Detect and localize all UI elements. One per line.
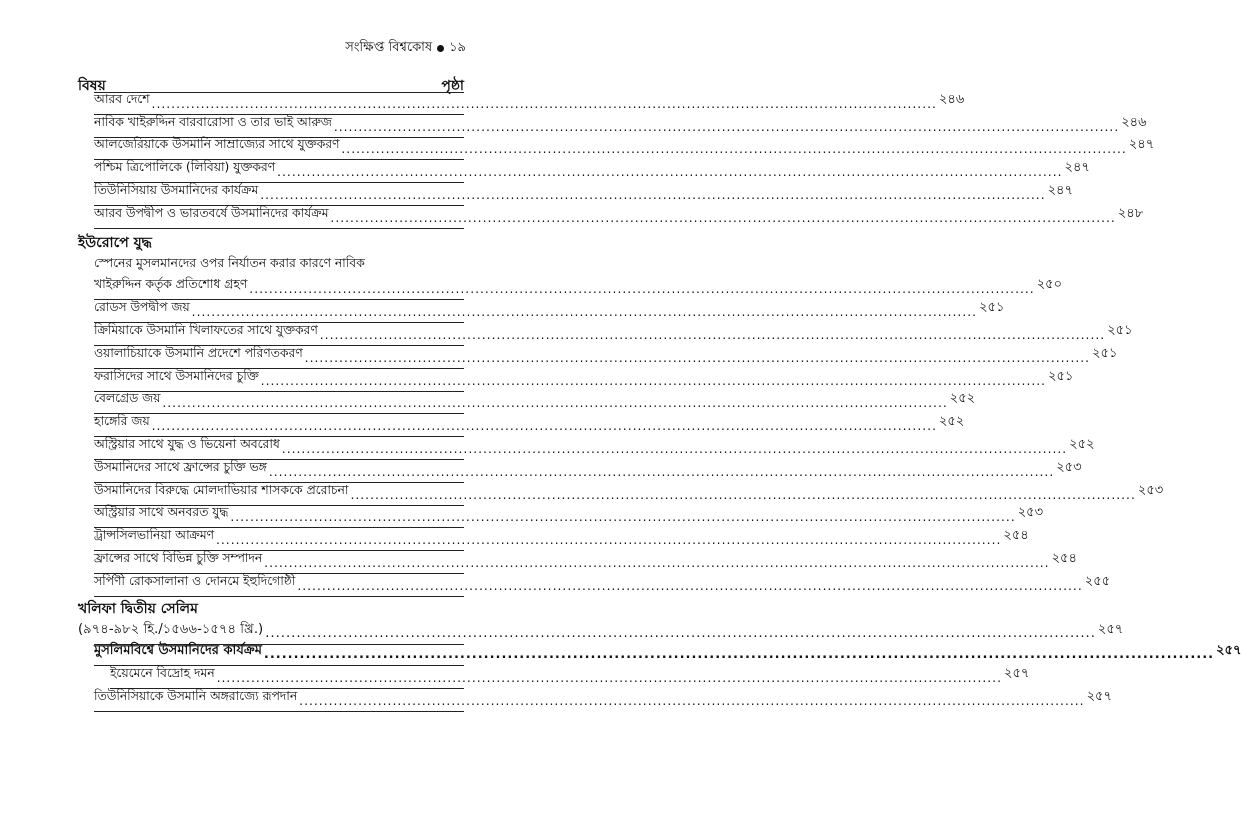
- section-heading: খলিফা দ্বিতীয় সেলিম: [78, 600, 198, 617]
- toc-entry-title: বেলগ্রেড জয়: [94, 391, 161, 406]
- toc-entry-title: নাবিক খাইরুদ্দিন বারবারোসা ও তার ভাই আরুজ: [94, 114, 332, 129]
- toc-entry-page: ২৫৭: [1216, 643, 1241, 659]
- toc-entry: [94, 459, 1082, 483]
- toc-entry-subsection: [94, 643, 1241, 667]
- toc-entry: [94, 505, 1044, 529]
- leader-dots: [162, 396, 947, 410]
- toc-entry-page: ২৪৮: [1117, 205, 1144, 221]
- toc-entry-title: আরব দেশে: [94, 91, 150, 106]
- toc-entry-page: ২৫৪: [1003, 528, 1029, 544]
- toc-entry-title: সর্পিণী রোকসালানা ও দোনমে ইহুদিগোষ্ঠী: [94, 573, 296, 588]
- toc-entry-title: পশ্চিম ত্রিপোলিকে (লিবিয়া) যুক্তকরণ: [94, 160, 276, 175]
- leader-dots: [299, 694, 1084, 708]
- toc-entry-page: ২৫৩: [1056, 459, 1082, 475]
- toc-entry-title: উসমানিদের সাথে ফ্রান্সের চুক্তি ভঙ্গ: [94, 459, 267, 474]
- leader-dots: [282, 442, 1067, 456]
- section-heading: ইউরোপে যুদ্ধ: [78, 234, 152, 251]
- running-head-title: সংক্ষিপ্ত বিশ্বকোষ: [345, 40, 433, 55]
- toc-entry: [94, 482, 1164, 506]
- toc-entry-page: ২৫০: [1036, 277, 1063, 293]
- running-head: [345, 38, 466, 59]
- toc-entry-page: ২৫৪: [1051, 550, 1077, 566]
- toc-entry-title: তিউনিসিয়ায় উসমানিদের কার্যক্রম: [94, 182, 259, 197]
- toc-entry-title: ফ্রান্সের সাথে বিভিন্ন চুক্তি সম্পাদন: [94, 550, 263, 565]
- toc-entry: [94, 322, 1133, 346]
- toc-entry-title: অস্ট্রিয়ার সাথে যুদ্ধ ও ভিয়েনা অবরোধ: [94, 436, 280, 451]
- toc-entry-title: (৯৭৪-৯৮২ হি./১৫৬৬-১৫৭৪ খ্রি.): [78, 621, 264, 637]
- toc-entry-title: ক্রিমিয়াকে উসমানি খিলাফতের সাথে যুক্তকরণ: [94, 322, 318, 337]
- toc-entry-title: উসমানিদের বিরুদ্ধে মোলদাভিয়ার শাসককে প্ররোচনা: [94, 482, 349, 497]
- leader-dots: [264, 647, 1214, 662]
- toc-entry-title: ট্রান্সসিলভানিয়া আক্রমণ: [94, 528, 214, 543]
- toc-entry: [78, 621, 1124, 644]
- column-heading-page: পৃষ্ঠা: [441, 78, 464, 94]
- toc-entry-page: ২৫৫: [1084, 573, 1111, 589]
- toc-entry-title: রোডস উপদ্বীপ জয়: [94, 300, 190, 315]
- toc-entry-title: ওয়ালাচিয়াকে উসমানি প্রদেশে পরিণতকরণ: [94, 345, 303, 360]
- toc-entry: [94, 528, 1029, 551]
- table-of-contents: [78, 91, 1241, 712]
- toc-entry: [94, 114, 1147, 138]
- toc-entry: [94, 205, 1144, 229]
- toc-entry-page: ২৪৭: [1064, 160, 1090, 176]
- toc-entry-page: ২৪৭: [1128, 137, 1155, 153]
- leader-dots: [305, 351, 1090, 365]
- toc-entry-title: তিউনিসিয়াকে উসমানি অঙ্গরাজ্যে রূপদান: [94, 688, 298, 703]
- toc-entry-page: ২৪৬: [938, 91, 965, 107]
- toc-entry-page: ২৫৭: [1086, 688, 1112, 704]
- toc-entry-page: ২৫৩: [1017, 505, 1044, 521]
- toc-entry: [94, 137, 1155, 161]
- toc-entry-page: ২৫১: [1048, 368, 1074, 384]
- leader-dots: [260, 188, 1045, 202]
- toc-entry-page: ২৫১: [979, 300, 1005, 316]
- toc-entry-page: ২৫১: [1107, 322, 1133, 338]
- leader-dots: [265, 626, 1096, 641]
- toc-entry-page: ২৫৭: [1004, 666, 1030, 682]
- bullet-dot-icon: [437, 45, 444, 52]
- leader-dots: [264, 556, 1049, 570]
- leader-dots: [152, 97, 937, 111]
- leader-dots: [269, 465, 1054, 479]
- toc-entry-page: ২৫২: [949, 391, 976, 407]
- toc-entry: [94, 391, 976, 415]
- toc-entry-page: ২৫৩: [1137, 482, 1164, 498]
- leader-dots: [192, 305, 977, 319]
- toc-entry-page: ২৫২: [938, 414, 965, 430]
- toc-entry: [94, 345, 1118, 369]
- page-number: ১৯: [449, 40, 466, 55]
- leader-dots: [341, 142, 1126, 156]
- toc-entry-title: খাইরুদ্দিন কর্তৃক প্রতিশোধ গ্রহণ: [94, 277, 248, 292]
- toc-entry-page: ২৫২: [1069, 436, 1095, 452]
- toc-entry-title: মুসলিমবিশ্বে উসমানিদের কার্যক্রম: [94, 643, 262, 659]
- toc-entry: [94, 436, 1095, 460]
- toc-entry-page: ২৫১: [1092, 345, 1118, 361]
- toc-entry-page: ২৪৬: [1121, 114, 1147, 130]
- toc-entry-title: অস্ট্রিয়ার সাথে অনবরত যুদ্ধ: [94, 505, 229, 520]
- leader-dots: [350, 488, 1135, 502]
- toc-entry-title: আরব উপদ্বীপ ও ভারতবর্ষে উসমানিদের কার্যক্রম: [94, 205, 329, 220]
- toc-entry-page: ২৫৭: [1097, 621, 1124, 637]
- leader-dots: [217, 671, 1002, 685]
- toc-entry: [110, 666, 1030, 689]
- leader-dots: [330, 211, 1115, 225]
- leader-dots: [249, 282, 1034, 296]
- leader-dots: [152, 419, 937, 433]
- column-heading-topic: বিষয়: [78, 78, 106, 94]
- toc-entry: [94, 414, 965, 437]
- toc-entry: [94, 160, 1090, 183]
- toc-entry: [94, 300, 1005, 323]
- leader-dots: [230, 510, 1015, 524]
- toc-entry-title: ফরাসিদের সাথে উসমানিদের চুক্তি: [94, 368, 259, 383]
- leader-dots: [277, 165, 1062, 179]
- toc-entry: [94, 91, 965, 115]
- toc-entry-title: আলজেরিয়াকে উসমানি সাম্রাজ্যের সাথে যুক্তকরণ: [94, 137, 340, 152]
- toc-entry-title: ইয়েমেনে বিদ্রোহ দমন: [110, 666, 215, 681]
- toc-entry: [94, 368, 1074, 392]
- toc-entry: [94, 688, 1112, 712]
- toc-entry: [94, 550, 1077, 574]
- toc-entry: [94, 182, 1073, 206]
- toc-entry-page: ২৪৭: [1047, 182, 1073, 198]
- toc-entry: [94, 277, 1063, 301]
- leader-dots: [297, 579, 1082, 593]
- leader-dots: [320, 328, 1105, 342]
- leader-dots: [216, 533, 1001, 547]
- toc-entry-title: হাঙ্গেরি জয়: [94, 414, 150, 429]
- leader-dots: [261, 374, 1046, 388]
- toc-entry: [94, 573, 1111, 597]
- toc-entry-intro-line: স্পেনের মুসলমানদের ওপর নির্যাতন করার কারণে নাবিক: [94, 255, 365, 270]
- leader-dots: [334, 120, 1119, 134]
